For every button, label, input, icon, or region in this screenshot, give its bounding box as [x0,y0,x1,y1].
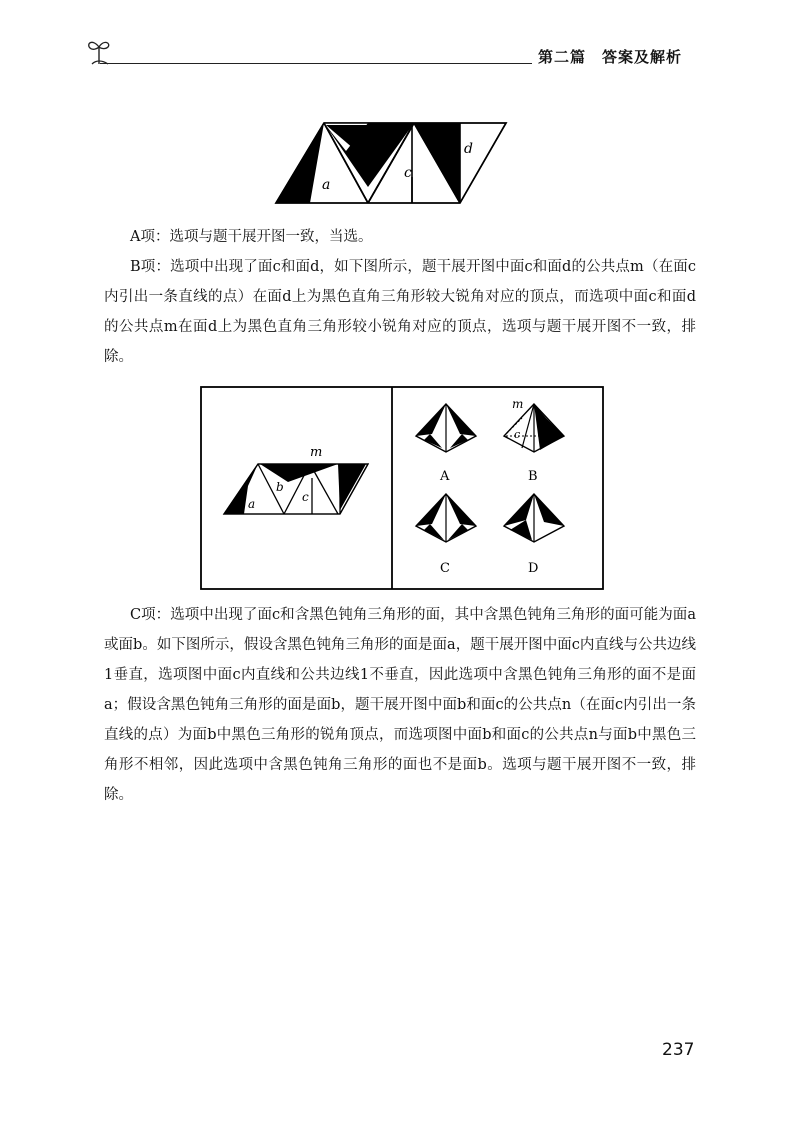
page-number: 237 [662,1040,695,1060]
option-d-label: D [528,561,539,576]
net-label-b: b [276,480,284,494]
net-label-d: d [342,471,350,485]
label-b: b [364,151,373,167]
net-figure-middle [224,445,368,514]
option-b-label-d: d [546,424,554,437]
net-figure-top [272,117,512,209]
header-title: 第二篇 答案及解析 [538,48,683,66]
option-a-pyramid [416,404,476,452]
sprout-icon [86,36,112,66]
option-a-label: A [440,469,450,484]
option-b-label-m: m [512,397,524,411]
header-rule [100,63,532,64]
label-d: d [464,141,473,157]
option-c-pyramid [416,494,476,542]
option-b-pyramid [504,404,564,452]
label-a: a [322,177,331,193]
paragraph-b-option: B项：选项中出现了面c和面d，如下图所示，题干展开图中面c和面d的公共点m（在面c内引出一条直线的点）在面d上为黑色直角三角形较大锐角对应的顶点，而选项中面c和面d的公共点m在面d上为黑色直角三角形较小锐角对应的顶点，选项与题干展开图不一致，排除。 [104,259,696,365]
paragraph-a-option: A项：选项与题干展开图一致，当选。 [130,229,373,245]
net-label-c: c [302,490,309,504]
option-c-label: C [440,561,450,576]
option-b-label: B [528,469,538,484]
option-b-label-c: c [514,428,521,441]
label-m: m [310,445,323,460]
paragraph-c-option: C项：选项中出现了面c和含黑色钝角三角形的面，其中含黑色钝角三角形的面可能为面a或面b。如下图所示，假设含黑色钝角三角形的面是面a，题干展开图中面c内直线与公共边线1垂直，选项图中面c内直线和公共边线1不垂直，因此选项中含黑色钝角三角形的面不是面a；假设含黑色钝角三角形的面是面b，题干展开图中面b和面c的公共点n（在面c内引出一条直线的点）为面b中黑色三角形的锐角顶点，而选项图中面b和面c的公共点n与面b中黑色三角形不相邻，因此选项中含黑色钝角三角形的面也不是面b。选项与题干展开图不一致，排除。 [104,607,696,803]
option-d-pyramid [504,494,564,542]
net-label-a: a [248,497,256,511]
comparison-figure [200,386,604,590]
label-c: c [404,165,412,181]
